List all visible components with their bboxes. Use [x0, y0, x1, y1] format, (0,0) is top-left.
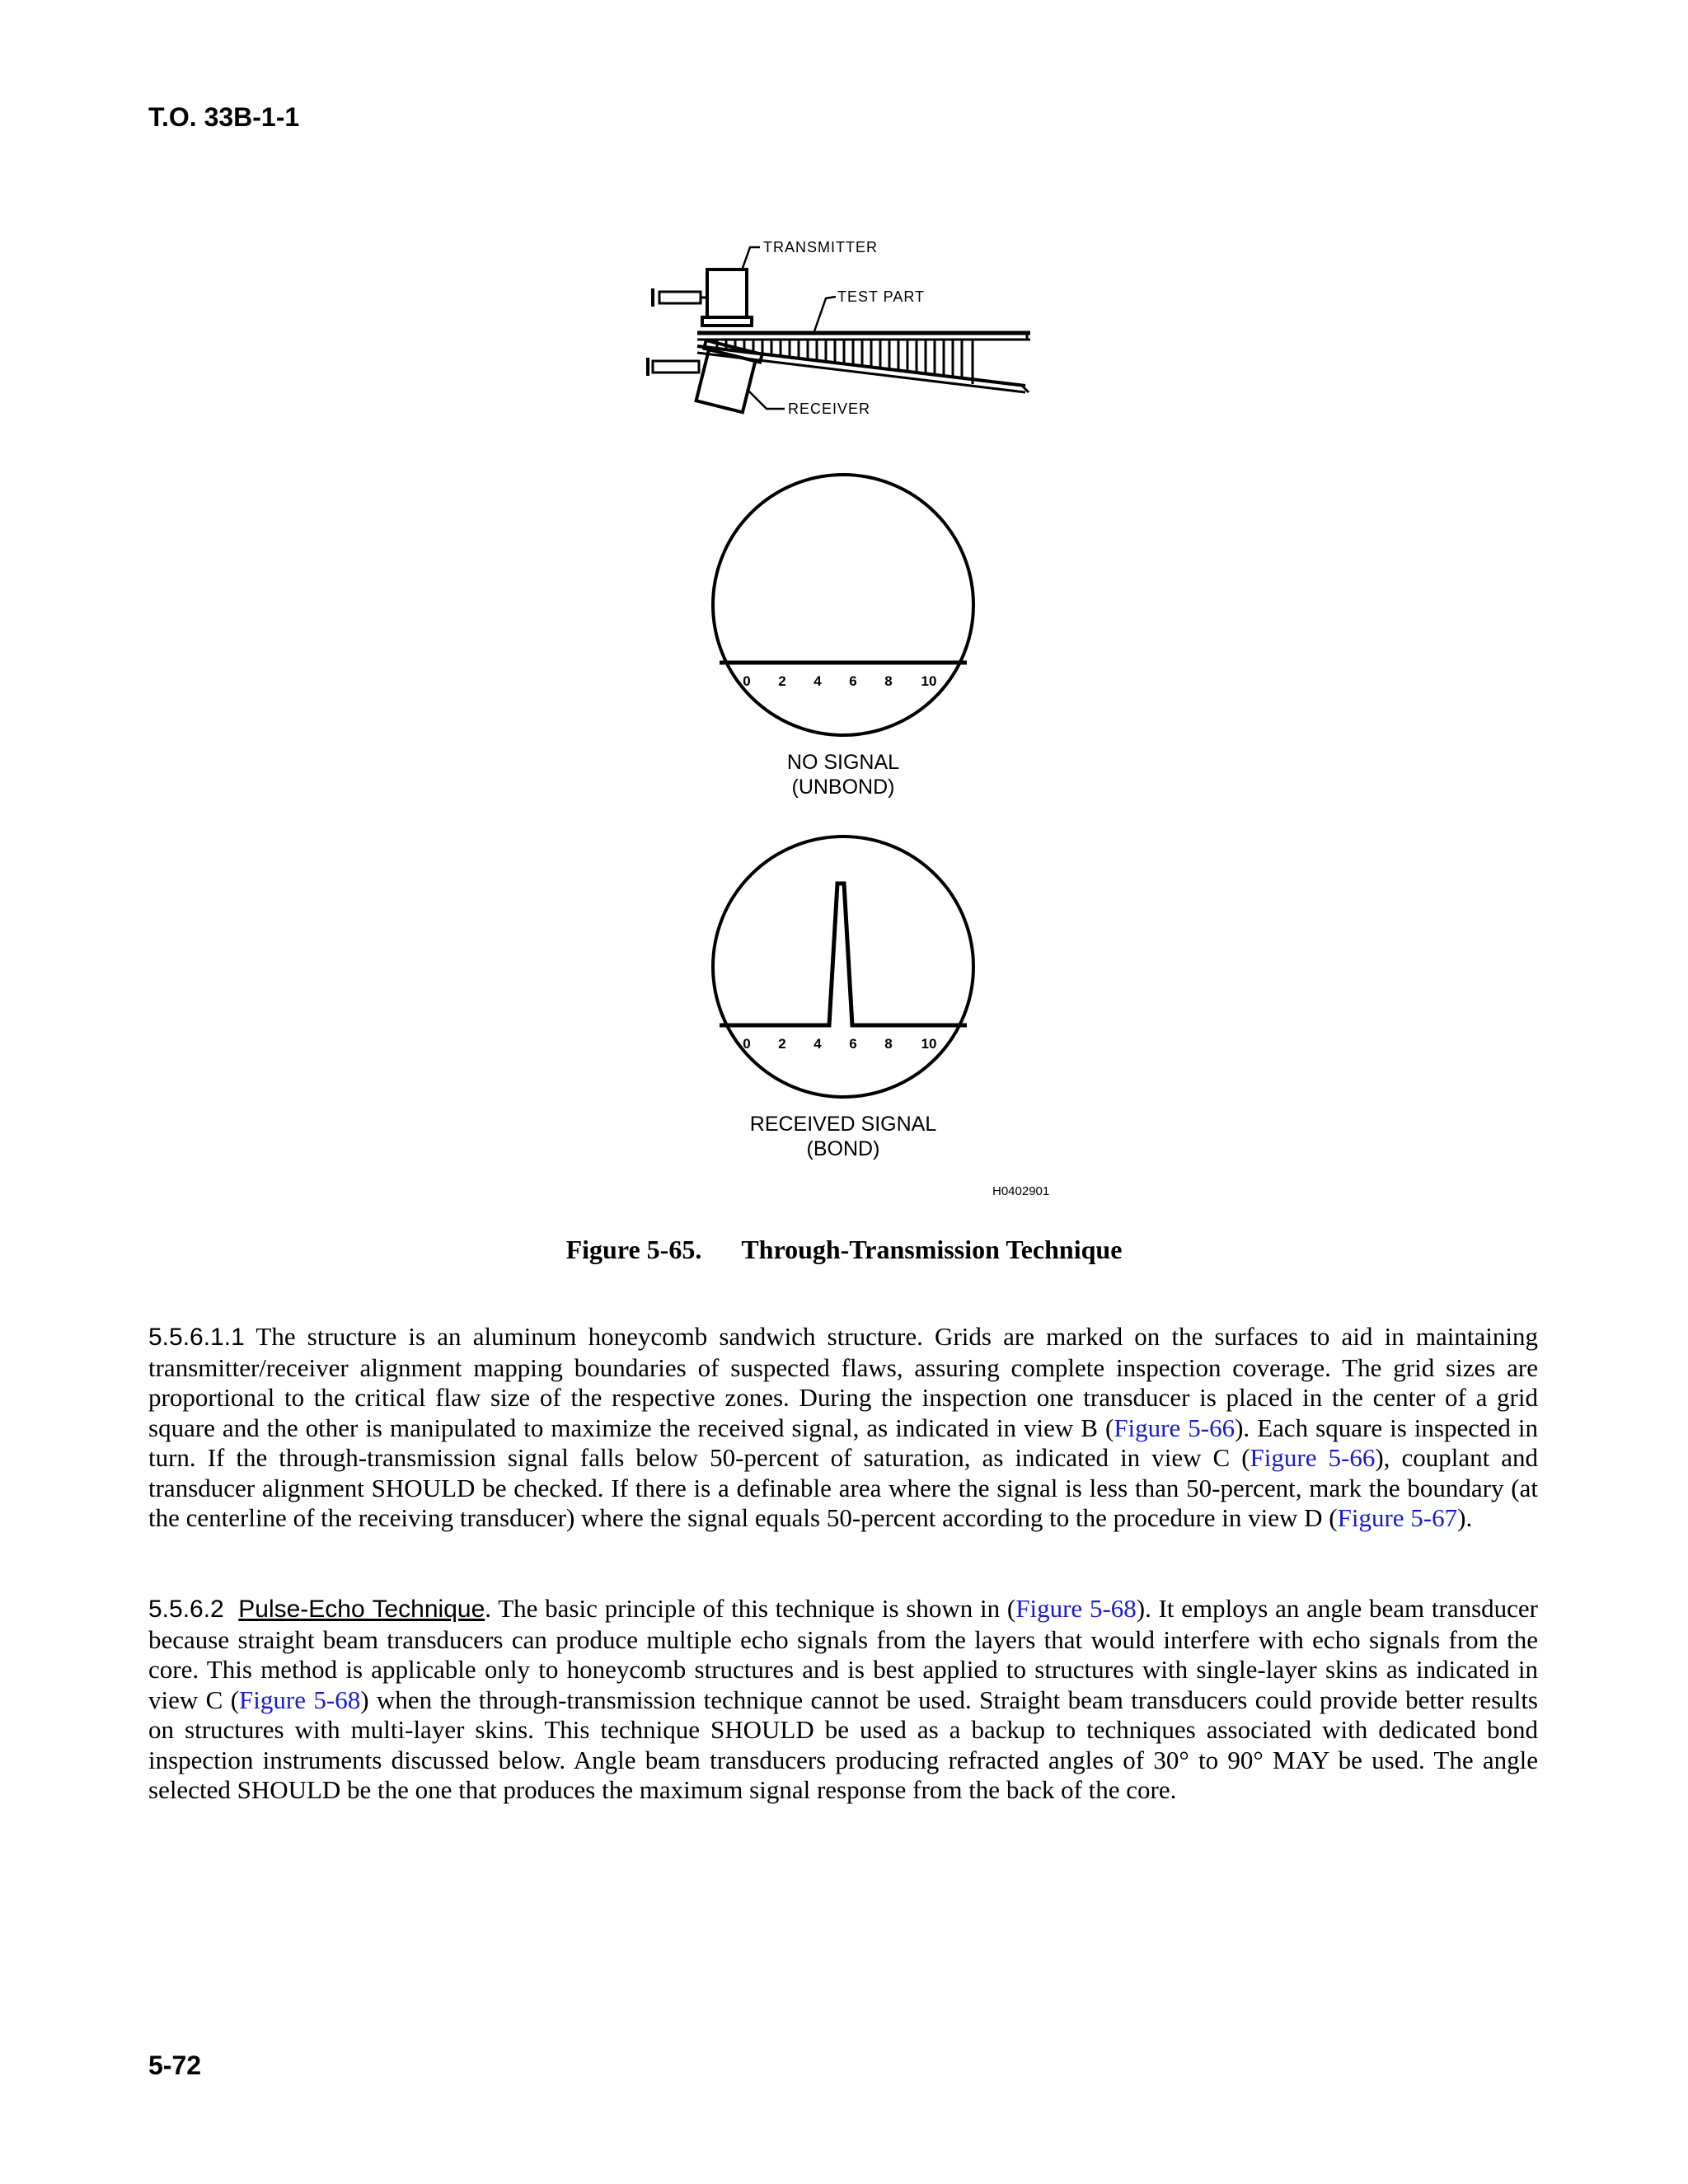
scale-tick-label: 8 — [884, 673, 893, 689]
paragraph-text: ) when the through-transmission technique cannot be used. Straight beam transducers could provide better results on structures with multi-layer skins. This technique SHOULD be used as a backup to techniques associated with dedicated bond inspection instruments discussed below. Angle beam transducers producing refracted angles of 30° to 90° MAY be used. The angle selected SHOULD be the one that produces the maximum signal response from the back of the core. — [148, 1685, 1538, 1804]
no-signal-scope-circle — [713, 475, 973, 735]
scale-tick-label: 6 — [849, 1036, 857, 1052]
paragraph-text: . The basic principle of this technique is shown in ( — [485, 1594, 1016, 1623]
test-part-label: TEST PART — [837, 288, 926, 305]
page-number: 5-72 — [148, 2050, 202, 2080]
paragraph-text: ). It employs an angle beam transducer because straight beam transducers can produce multiple echo signals from the layers that would interfere with echo signals from the core. This method is applicable only to honeycomb structures and is best applied to structures with single-layer skins as indicated in view C ( — [148, 1594, 1538, 1714]
scale-tick-label: 2 — [778, 673, 786, 689]
no-signal-display — [713, 475, 973, 799]
drawing-id: H0402901 — [992, 1184, 1050, 1198]
receiver-cable — [648, 358, 699, 376]
figure-5-66-link[interactable]: Figure 5-66 — [1114, 1413, 1236, 1442]
scale-tick-label: 0 — [743, 1036, 751, 1052]
paragraph-text: The structure is an aluminum honeycomb sandwich structure. Grids are marked on the surfaces to aid in maintaining transmitter/receiver alignment mapping boundaries of suspected flaws, assuring complete inspection coverage. The grid sizes are proportional to the critical flaw size of the respective zones. During the inspection one transducer is placed in the center of a grid square and the other is manipulated to maximize the received signal, as indicated in view B ( — [148, 1322, 1538, 1442]
received-signal-title: RECEIVED SIGNAL — [749, 1113, 937, 1136]
paragraph-5-5-6-1-1 — [148, 1322, 1538, 1534]
paragraph-number: 5.5.6.1.1 — [148, 1324, 245, 1351]
figure-caption — [0, 1235, 1688, 1265]
document-id-header: T.O. 33B-1-1 — [148, 102, 300, 132]
label-leaders — [742, 247, 836, 409]
paragraph-text: ). Each square is inspected in turn. If the through-transmission signal falls below 50-percent of saturation, as indicated in view C ( — [148, 1413, 1539, 1472]
received-signal-scope-circle — [713, 837, 973, 1097]
scale-tick-label: 4 — [814, 673, 822, 689]
scale-tick-label: 6 — [849, 673, 857, 689]
no-signal-subtitle: (UNBOND) — [791, 776, 895, 799]
paragraph-title: Pulse-Echo Technique — [238, 1596, 485, 1623]
transmitter-label: TRANSMITTER — [763, 239, 878, 255]
received-signal-trace — [720, 883, 967, 1025]
figure-5-68-link[interactable]: Figure 5-68 — [1015, 1594, 1137, 1623]
received-signal-subtitle: (BOND) — [806, 1137, 880, 1160]
transmitter-drawing — [653, 269, 752, 326]
figure-title: Through-Transmission Technique — [741, 1235, 1123, 1264]
figure-number: Figure 5-65. — [565, 1235, 702, 1264]
receiver-label: RECEIVER — [788, 401, 871, 417]
paragraph-text: ), couplant and transducer alignment SHOULD be checked. If there is a definable area where the signal is less than 50-percent, mark the boundary (at the centerline of the receiving transducer) where the signal equals 50-percent according to the procedure in view D ( — [148, 1443, 1538, 1532]
paragraph-5-5-6-2 — [148, 1594, 1538, 1806]
scale-tick-label: 2 — [778, 1036, 786, 1052]
scale-tick-label: 4 — [814, 1036, 822, 1052]
received-signal-display — [713, 837, 973, 1160]
no-signal-scale — [743, 673, 936, 689]
scale-tick-label: 0 — [743, 673, 751, 689]
figure-5-67-link[interactable]: Figure 5-67 — [1337, 1503, 1458, 1532]
scale-tick-label: 10 — [921, 673, 937, 689]
received-signal-scale — [743, 1036, 936, 1052]
figure-5-66-link[interactable]: Figure 5-66 — [1250, 1443, 1376, 1472]
paragraph-number: 5.5.6.2 — [148, 1596, 224, 1623]
paragraph-text: ). — [1457, 1503, 1473, 1532]
scale-tick-label: 8 — [884, 1036, 893, 1052]
no-signal-title: NO SIGNAL — [786, 751, 900, 774]
scale-tick-label: 10 — [921, 1036, 937, 1052]
figure-5-68-link[interactable]: Figure 5-68 — [239, 1685, 361, 1714]
